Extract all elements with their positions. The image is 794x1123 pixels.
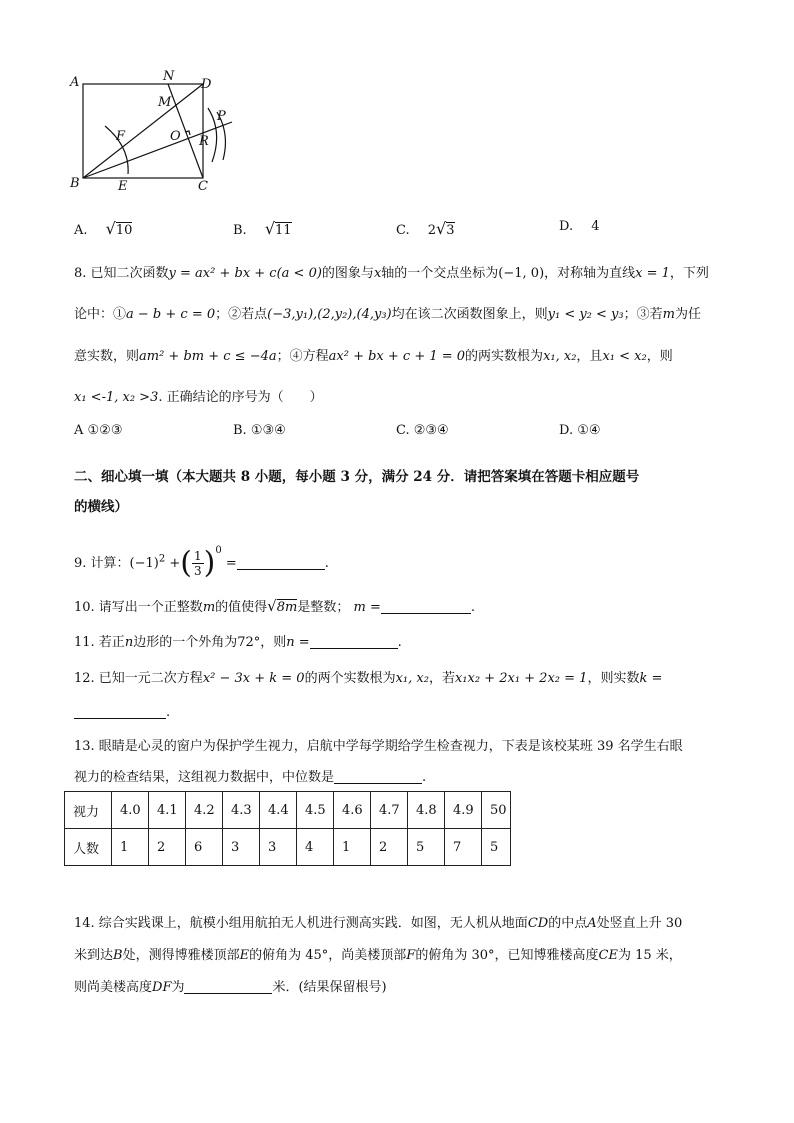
math: x₁ < x₂ [602,349,647,364]
text: 的两个实数根为 [304,671,396,686]
text: . [324,556,329,571]
text: 为 15 米， [617,948,682,963]
q12 [74,667,662,686]
math: = [225,556,237,571]
arc-rp [208,108,217,162]
table-cell: 人数 [65,829,112,866]
option-letter: B. [233,223,247,238]
table-cell: 3 [260,829,297,866]
math: am² + bm + c ≤ −4a [139,349,277,364]
math: (−1, 0) [498,266,545,281]
q8-option-d: D. ①④ [559,423,601,438]
q8-line-3 [74,345,673,364]
q14-line-3 [74,976,387,995]
math: n = [286,635,310,650]
table-cell: 6 [186,829,223,866]
radical-sign: √ [436,219,447,238]
text: 的俯角为 45°，尚美楼顶部 [249,948,407,963]
table-cell: 4.0 [112,792,149,829]
table-cell: 1 [334,829,371,866]
radicand: 3 [446,223,455,238]
table-cell: 4.7 [371,792,408,829]
option-letter: D. [559,219,574,234]
math: x₁, x₂ [543,349,577,364]
numerator: 1 [194,549,202,563]
math: F [406,948,416,963]
text: 轴的一个交点坐标为 [381,266,499,281]
label-b: B [70,176,80,191]
table-cell: 2 [371,829,408,866]
text: 均在该二次函数图象上，则 [391,307,548,322]
math: m [202,600,216,615]
math: x₁ <-1, x₂ >3 [74,390,159,405]
table-cell: 4.4 [260,792,297,829]
math: 72° [237,635,261,650]
text: 11. 若正 [74,635,125,650]
text: ，则实数 [587,671,640,686]
text: 14. 综合实践课上，航模小组用航拍无人机进行测高实践．如图，无人机从地面 [74,916,528,931]
math: ax² + bx + c + 1 = 0 [328,349,466,364]
table-cell: 4.1 [149,792,186,829]
label-a: A [70,75,80,90]
math: a − b + c = 0 [126,307,216,322]
text: . [470,600,475,615]
text: 的俯角为 30°，已知博雅楼高度 [415,948,599,963]
math: x² − 3x + k = 0 [202,671,305,686]
q7-option-b [233,219,292,238]
q7-option-d [559,219,600,234]
text: ，对称轴为直线 [544,266,636,281]
table-cell: 4.5 [297,792,334,829]
answer-blank[interactable] [310,634,398,649]
label-f: F [116,129,126,144]
math: k = [639,671,663,686]
answer-blank[interactable] [74,704,166,719]
table-cell: 5 [408,829,445,866]
radicand: 10 [115,223,133,238]
math: CD [527,916,549,931]
label-r: R [199,134,209,149]
label-m: M [158,95,172,110]
radical-sign: √ [264,219,276,238]
fraction [192,549,204,578]
table-cell: 7 [445,829,482,866]
q8-line-2 [74,303,701,322]
text: ；②若点 [215,307,268,322]
coefficient: 2 [427,223,437,238]
label-d: D [201,77,212,92]
math: CE [598,948,618,963]
text: 的图象与 [321,266,374,281]
table-cell: 4.8 [408,792,445,829]
table-cell: 4.2 [186,792,223,829]
math: m = [353,600,381,615]
text: 边形的一个外角为 [133,635,238,650]
math: x [373,266,382,281]
geometry-figure [60,62,250,197]
math: A [587,916,597,931]
option-letter: C. [396,223,410,238]
math: m [662,307,675,322]
table-cell: 2 [149,829,186,866]
table-cell: 4 [297,829,334,866]
text: 12. 已知一元二次方程 [74,671,203,686]
text: ，且 [576,349,603,364]
math: x₁x₂ + 2x₁ + 2x₂ = 1 [454,671,588,686]
q7-option-a [74,219,132,238]
table-cell: 5 [482,829,511,866]
answer-blank[interactable] [184,979,272,994]
math: x = 1 [635,266,670,281]
text: . [397,635,402,650]
answer-blank[interactable] [334,769,422,784]
text: 的两实数根为 [465,349,544,364]
table-cell: 视力 [65,792,112,829]
radical-sign: √ [105,219,116,238]
table-cell: 4.6 [334,792,371,829]
q11 [74,631,402,650]
math: y = ax² + bx + c(a < 0) [168,266,322,281]
text: 米．(结果保留根号) [272,980,387,995]
ray-bp [83,122,232,178]
table-cell: 4.9 [445,792,482,829]
q10 [74,596,475,615]
text: ；④方程 [276,349,329,364]
table-row [65,792,511,829]
text: 8. 已知二次函数 [74,266,169,281]
paren-right: ) [203,545,216,581]
text: 视力的检查结果，这组视力数据中，中位数是 [74,770,335,785]
label-p: P [217,109,226,124]
text: 意实数，则 [74,349,140,364]
text: 9. 计算： [74,556,130,571]
math: + [169,556,181,571]
text: 米到达 [74,948,114,963]
q14-line-1 [74,912,682,931]
q12-answer [74,704,170,720]
q7-option-c [396,219,455,238]
radicand: 11 [275,223,292,238]
radical-sign: √ [267,597,277,615]
text: 处，测得博雅楼顶部 [122,948,240,963]
text: ，则 [260,635,287,650]
exponent: 0 [215,545,222,556]
label-o: O [170,129,181,144]
text: 为任 [674,307,701,322]
text: 10. 请写出一个正整数 [74,600,203,615]
label-n: N [163,69,175,84]
q13-line-2 [74,766,426,785]
text: 则尚美楼高度 [74,980,153,995]
text: 为 [171,980,185,995]
table-row [65,829,511,866]
vision-table [64,791,511,866]
q13-line-1: 13. 眼睛是心灵的窗户为保护学生视力，启航中学每学期给学生检查视力，下表是该校某班 39 名学生右眼 [74,739,683,754]
text: 论中：① [74,307,127,322]
math: B [113,948,123,963]
math: x₁, x₂ [395,671,429,686]
q8-option-c: C. ②③④ [396,423,449,438]
math: (−3,y₁),(2,y₂),(4,y₃) [267,307,392,322]
paren-left: ( [180,545,192,581]
table-cell: 3 [223,829,260,866]
q8-option-b: B. ①③④ [233,423,286,438]
radicand: 8m [276,600,298,615]
label-c: C [198,179,208,194]
math: (−1) [129,556,159,571]
text: . [166,705,171,720]
text: . [422,770,427,785]
exponent: 2 [158,553,166,565]
option-letter: A. [74,223,88,238]
text: 的值使得 [215,600,268,615]
label-e: E [118,179,128,194]
q9 [74,531,329,581]
table-cell: 50 [482,792,511,829]
text: ，若 [428,671,455,686]
q8-option-a: A ①②③ [74,423,123,438]
q8-line-1 [74,262,709,281]
text: 处竖直上升 30 [596,916,683,931]
math: E [239,948,250,963]
text: ；③若 [623,307,663,322]
table-cell: 1 [112,829,149,866]
section-heading-cont: 的横线） [74,499,128,515]
section-heading: 二、细心填一填（本大题共 8 小题，每小题 3 分，满分 24 分．请把答案填在答题卡相应题号 [74,469,640,485]
math: n [124,635,134,650]
q8-line-4 [74,386,323,405]
q14-line-2 [74,944,682,963]
option-value: 4 [591,219,600,234]
math: DF [152,980,172,995]
text: 的中点 [548,916,588,931]
answer-blank[interactable] [237,555,325,570]
table-cell: 4.3 [223,792,260,829]
text: ，下列 [669,266,709,281]
text: . 正确结论的序号为（ ） [158,390,323,405]
math: y₁ < y₂ < y₃ [547,307,624,322]
text: ，则 [646,349,673,364]
denominator: 3 [194,564,202,578]
answer-blank[interactable] [381,599,471,614]
text: 是整数； [297,600,350,615]
